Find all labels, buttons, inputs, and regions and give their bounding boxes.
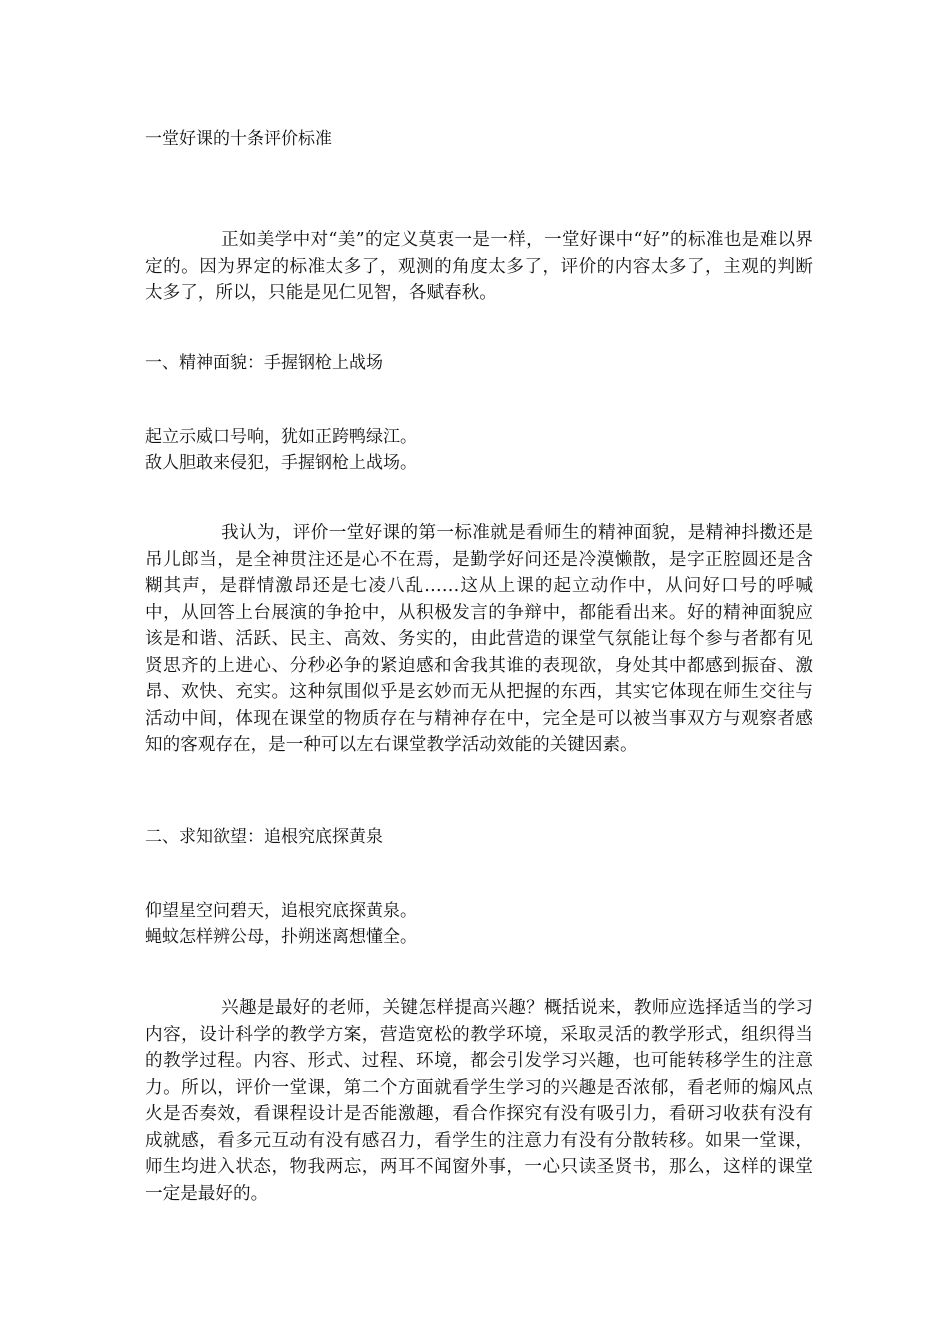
section-2-body: 兴趣是最好的老师，关键怎样提高兴趣？概括说来，教师应选择适当的学习内容，设计科学的教学方案，营造宽松的教学环境，采取灵活的教学形式，组织得当的教学过程。内容、形式、过程、环境，都会引发学习兴趣，也可能转移学生的注意力。所以，评价一堂课，第二个方面就看学生学习的兴趣是否浓郁，看老师的煽风点火是否奏效，看课程设计是否能激趣，看合作探究有没有吸引力，看研习收获有没有成就感，看多元互动有没有感召力，看学生的注意力有没有分散转移。如果一堂课，师生均进入状态，物我两忘，两耳不闻窗外事，一心只读圣贤书，那么，这样的课堂一定是最好的。 <box>145 998 813 1204</box>
section-2-heading: 二、求知欲望：追根究底探黄泉 <box>145 827 383 847</box>
section-2-verse-line-2: 蝇蚊怎样辨公母，扑朔迷离想懂全。 <box>145 927 417 947</box>
section-1-verse-line-2: 敌人胆敢来侵犯，手握钢枪上战场。 <box>145 453 417 473</box>
section-2-verse-line-1: 仰望星空问碧天，追根究底探黄泉。 <box>145 901 417 921</box>
section-1-heading: 一、精神面貌：手握钢枪上战场 <box>145 353 383 373</box>
document-title: 一堂好课的十条评价标准 <box>145 129 332 149</box>
section-1-body: 我认为，评价一堂好课的第一标准就是看师生的精神面貌，是精神抖擞还是吊儿郎当，是全神贯注还是心不在焉，是勤学好问还是冷漠懒散，是字正腔圆还是含糊其声，是群情激昂还是七凌八乱……这从上课的起立动作中，从问好口号的呼喊中，从回答上台展演的争抢中，从积极发言的争辩中，都能看出来。好的精神面貌应该是和谐、活跃、民主、高效、务实的，由此营造的课堂气氛能让每个参与者都有见贤思齐的上进心、分秒必争的紧迫感和舍我其谁的表现欲，身处其中都感到振奋、激昂、欢快、充实。这种氛围似乎是玄妙而无从把握的东西，其实它体现在师生交往与活动中间，体现在课堂的物质存在与精神存在中，完全是可以被当事双方与观察者感知的客观存在，是一种可以左右课堂教学活动效能的关键因素。 <box>145 523 813 755</box>
section-1-verse-line-1: 起立示威口号响，犹如正跨鸭绿江。 <box>145 427 417 447</box>
intro-paragraph: 正如美学中对“美”的定义莫衷一是一样，一堂好课中“好”的标准也是难以界定的。因为界定的标准太多了，观测的角度太多了，评价的内容太多了，主观的判断太多了，所以，只能是见仁见智，各赋春秋。 <box>145 230 813 303</box>
